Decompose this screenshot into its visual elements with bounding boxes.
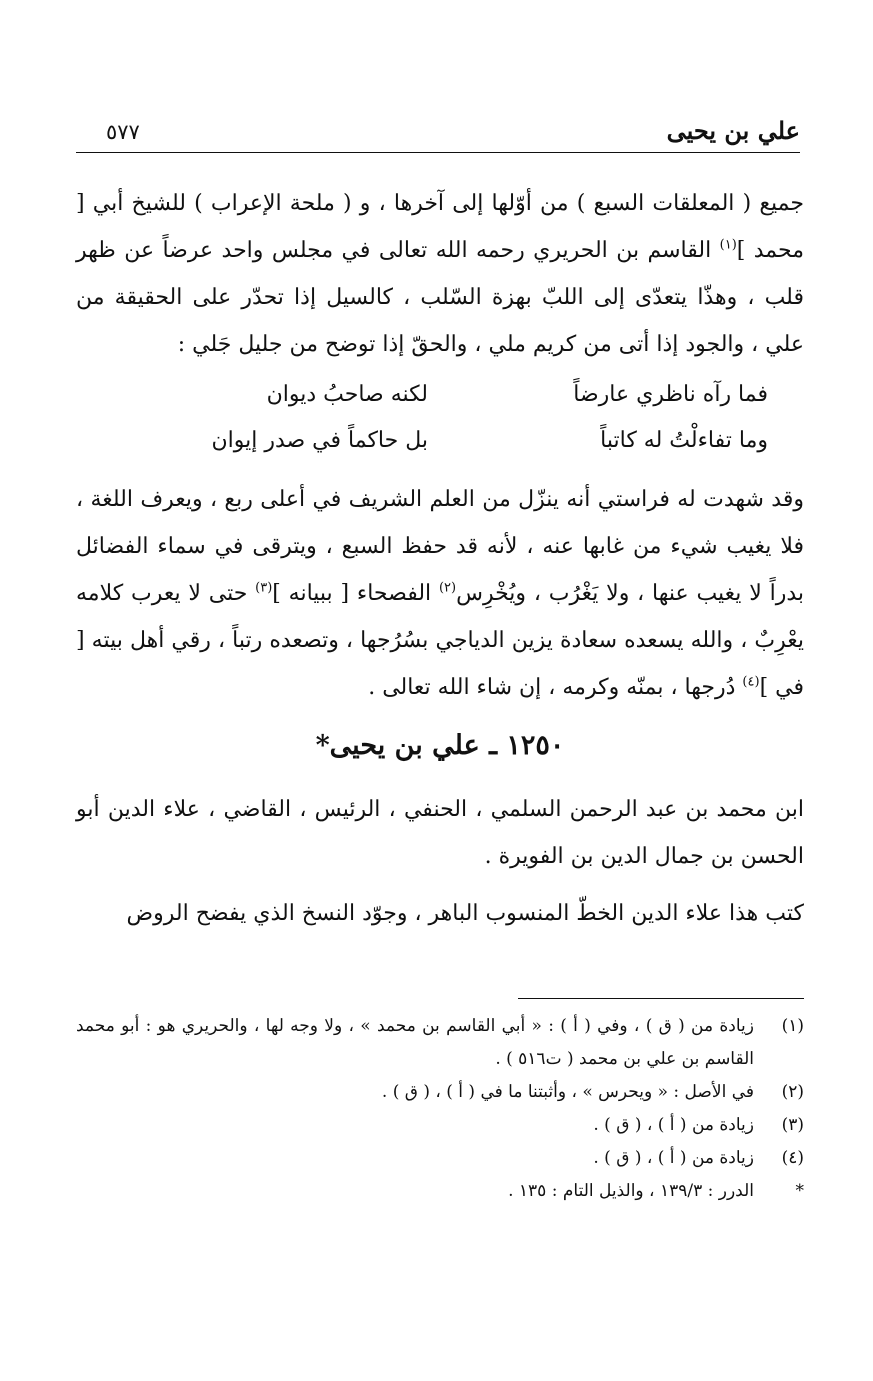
footnote-item [76,1142,804,1175]
header-divider [76,152,800,153]
footnote-item [76,1010,804,1076]
poem-verse-2 [108,418,768,464]
paragraph-2-text-c: حتى لا يعرب كلامه يعْرِبٌ ، والله يسعده سعادة يزين الدياجي بسُرُجها ، وتصعده رتباً ، رقي أهل بيته [ في ] [76,581,804,700]
footnote-number: (١) [781,1016,804,1036]
footnote-divider [518,998,804,999]
paragraph-1-text-b: القاسم بن الحريري رحمه الله تعالى في مجلس واحد عرضاً عن ظهر قلب ، وهذّا يتعدّى إلى اللبّ بهزة السّلب ، كالسيل إذا تحدّر على الحقيقة من علي ، والجود إذا أتى من كريم ملي ، والحقّ إذا توضح من جليل جَلي : [76,238,804,357]
entry-heading: ١٢٥٠ ـ علي بن يحيى* [315,730,565,761]
footnote-number: (٢) [781,1082,804,1102]
footnote-text: زيادة من ( أ ) ، ( ق ) . [593,1148,754,1168]
paragraph-1 [76,180,804,368]
paragraph-2-text-a: وقد شهدت له فراستي أنه ينزّل من العلم الشريف في أعلى ربع ، ويعرف اللغة ، فلا يغيب شيء من غابها عنه ، لأنه قد حفظ السبع ، ويترقى في سماء الفضائل بدراً لا يغيب عنها ، ولا يَغْرُب ، ويُخْرِس [76,487,804,606]
footnote-item [76,1076,804,1109]
footnote-number: * [795,1181,804,1201]
paragraph-1-text-a: جميع ( المعلقات السبع ) من أوّلها إلى آخرها ، و ( ملحة الإعراب ) للشيخ أبي [ محمد ] [76,191,805,263]
footnote-number: (٣) [781,1115,804,1135]
footnote-ref-3: (٣) [255,580,273,596]
verse-1-second-hemistich: لكنه صاحبُ ديوان [266,382,428,407]
page-number: ٥٧٧ [106,120,140,144]
footnote-item [76,1175,804,1208]
paragraph-2-text-d: دُرجها ، بمنّه وكرمه ، إن شاء الله تعالى . [368,675,743,700]
footnote-text: زيادة من ( أ ) ، ( ق ) . [593,1115,754,1135]
running-header [76,112,800,152]
footnote-text: الدرر : ١٣٩/٣ ، والذيل التام : ١٣٥ . [508,1181,754,1201]
poem [108,372,768,464]
footnote-ref-2: (٢) [438,580,457,596]
running-title: علي بن يحيى [666,116,800,145]
paragraph-3: ابن محمد بن عبد الرحمن السلمي ، الحنفي ، الرئيس ، القاضي ، علاء الدين أبو الحسن بن جمال الدين بن الفويرة . [76,797,805,869]
paragraph-4: كتب هذا علاء الدين الخطّ المنسوب الباهر ، وجوّد النسخ الذي يفضح الروض [126,901,804,926]
footnote-number: (٤) [781,1148,804,1168]
poem-verse-1 [108,372,768,418]
footnote-text: في الأصل : « ويحرس » ، وأثبتنا ما في ( أ ) ، ( ق ) . [381,1082,754,1102]
footnote-ref-4: (٤) [742,674,760,690]
paragraph-2 [76,476,804,711]
footnotes [76,1010,804,1208]
verse-1-first-hemistich: فما رآه ناظري عارضاً [573,382,768,407]
verse-2-second-hemistich: بل حاكماً في صدر إيوان [211,428,428,453]
footnote-ref-1: (١) [719,237,737,253]
footnote-item [76,1109,804,1142]
paragraph-2-text-b: الفصحاء [ ببيانه ] [272,581,439,606]
footnote-text: زيادة من ( ق ) ، وفي ( أ ) : « أبي القاسم بن محمد » ، ولا وجه لها ، والحريري هو : أبو محمد القاسم بن علي بن محمد ( ت٥١٦ ) . [76,1016,754,1069]
verse-2-first-hemistich: وما تفاءلْتُ له كاتباً [600,428,768,453]
